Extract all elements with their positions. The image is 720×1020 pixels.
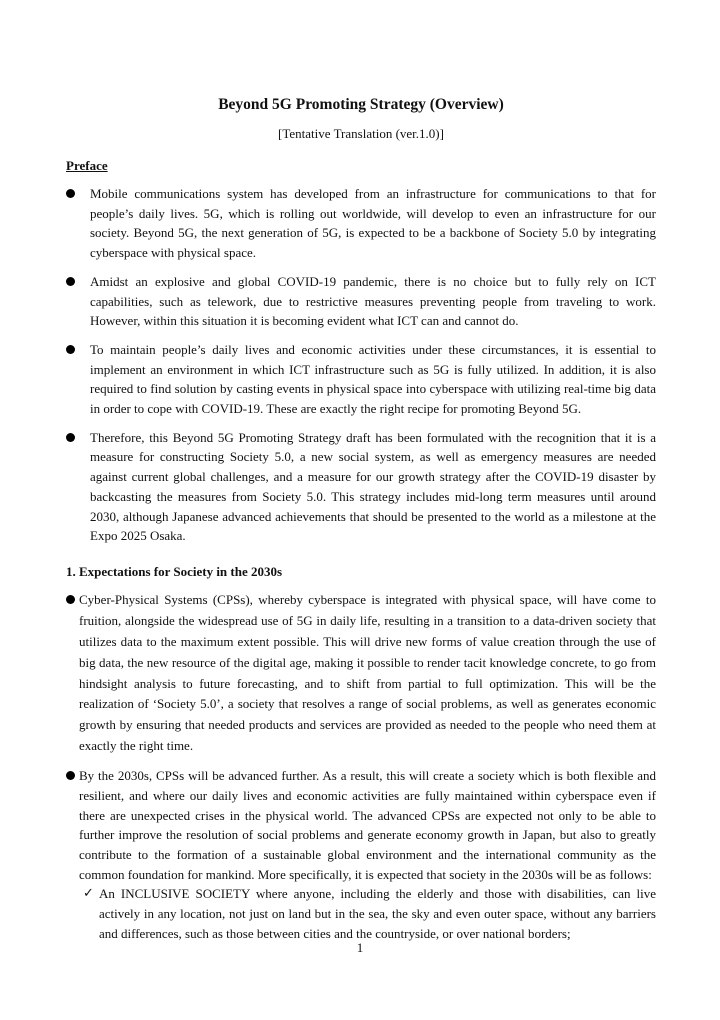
paragraph-text: An INCLUSIVE SOCIETY where anyone, including the elderly and those with disabilities, can live actively in any location, not just on land but in the sea, the sky and even outer space, without any barriers and differences, such as those between cities and the countryside, or over national borders; — [99, 886, 656, 941]
bullet-dot-icon — [66, 433, 75, 442]
list-item — [66, 340, 656, 419]
list-item — [66, 428, 656, 546]
checkmark-list — [79, 884, 656, 943]
paragraph-text: Mobile communications system has developed from an infrastructure for communications to that for people’s daily lives. 5G, which is rolling out worldwide, will develop to even an infrastructure for our society. Beyond 5G, the next generation of 5G, is expected to be a backbone of Society 5.0 by integrating cyberspace with physical space. — [90, 186, 656, 261]
section-bullet-list — [66, 590, 656, 944]
list-item — [66, 766, 656, 943]
bullet-dot-icon — [66, 277, 75, 286]
paragraph-text: Amidst an explosive and global COVID-19 pandemic, there is no choice but to fully rely on ICT capabilities, such as telework, due to restrictive measures preventing people from traveling to work. However, within this situation it is becoming evident what ICT can and cannot do. — [90, 273, 656, 329]
list-item — [66, 272, 656, 331]
paragraph-text: Cyber-Physical Systems (CPSs), whereby cyberspace is integrated with physical space, will have come to fruition, alongside the widespread use of 5G in daily life, resulting in a transition to a data-driven society that utilizes data to the maximum extent possible. This will drive new forms of value creation through the use of big data, the new resource of the digital age, making it possible to render tacit knowledge concrete, to go from hindsight analysis to future forecasting, and to shift from partial to full optimization. This will be the realization of ‘Society 5.0’, a society that resolves a range of social problems, as well as generates economic growth by ensuring that needed products and services are provided as needed to the people who need them at exactly the right time. — [79, 591, 656, 754]
preface-heading: Preface — [66, 158, 108, 173]
page-number: 1 — [356, 940, 364, 955]
document-title: Beyond 5G Promoting Strategy (Overview) — [218, 96, 504, 113]
paragraph-text: Therefore, this Beyond 5G Promoting Strategy draft has been formulated with the recognition that it is a measure for constructing Society 5.0, a new social system, as well as emergency measures are needed against current global challenges, and a measure for our growth strategy after the COVID-19 disaster by backcasting the measures from Society 5.0. This strategy includes mid-long term measures until around 2030, although Japanese advanced achievements that should be presented to the world as a milestone at the Expo 2025 Osaka. — [90, 429, 656, 544]
bullet-dot-icon — [66, 345, 75, 354]
bullet-dot-icon — [66, 595, 75, 604]
paragraph-text: To maintain people’s daily lives and economic activities under these circumstances, it is essential to implement an environment in which ICT infrastructure such as 5G is fully utilized. In addition, it is also required to find solution by casting events in physical space into cyberspace with utilizing real-time big data in order to cope with COVID-19. These are exactly the right recipe for promoting Beyond 5G. — [90, 341, 656, 417]
section-heading: 1. Expectations for Society in the 2030s — [66, 563, 283, 579]
list-item — [66, 184, 656, 263]
list-item — [79, 884, 656, 943]
checkmark-icon: ✓ — [83, 886, 94, 902]
preface-bullet-list — [66, 184, 656, 546]
bullet-dot-icon — [66, 771, 75, 780]
document-subtitle: [Tentative Translation (ver.1.0)] — [278, 126, 444, 141]
paragraph-text: By the 2030s, CPSs will be advanced further. As a result, this will create a society which is both flexible and resilient, and where our daily lives and economic activities are fully maintained within cyberspace even if there are unexpected crises in the physical world. The advanced CPSs are expected not only to be able to further improve the resolution of social problems and generate economy growth in Japan, but also to greatly contribute to the formation of a sustainable global environment and the international community as the common foundation for mankind. More specifically, it is expected that society in the 2030s will be as follows: — [79, 768, 656, 882]
list-item — [66, 590, 656, 757]
bullet-dot-icon — [66, 189, 75, 198]
